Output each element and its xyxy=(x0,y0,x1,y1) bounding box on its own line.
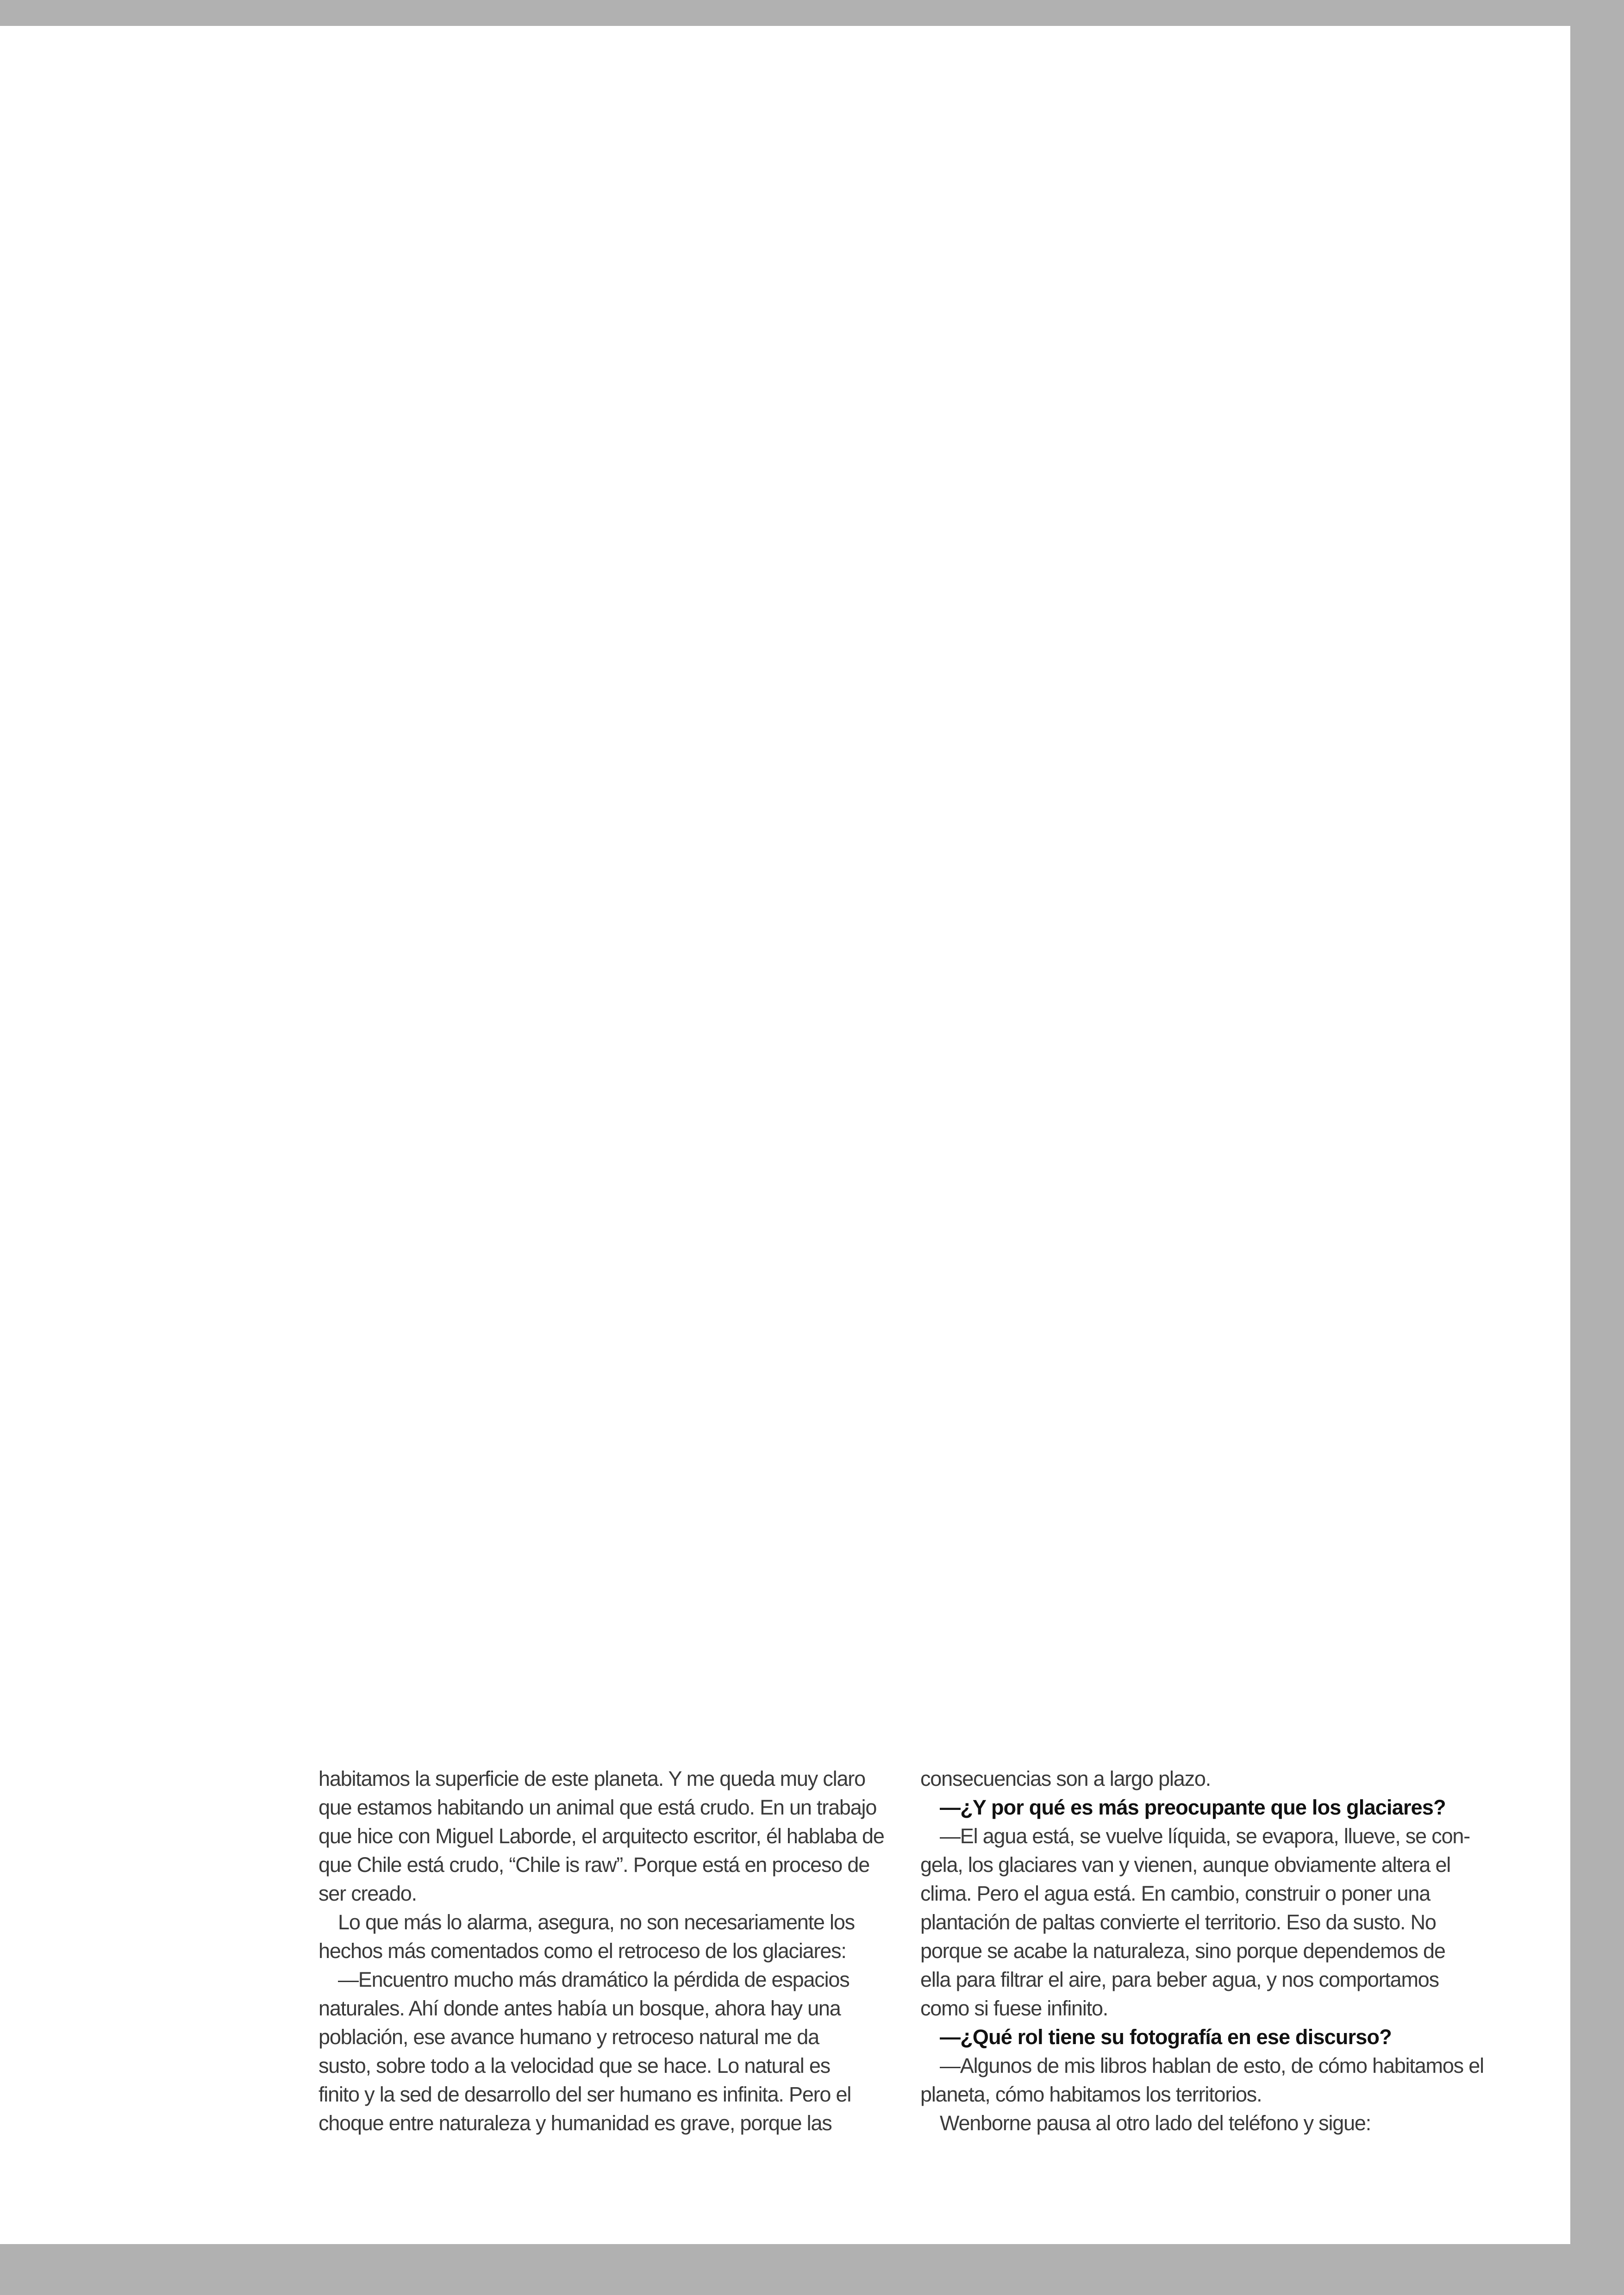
paragraph-line: clima. Pero el agua está. En cambio, construir o poner una xyxy=(920,1882,1430,1905)
paragraph-line: —El agua está, se vuelve líquida, se evapora, llueve, se con- xyxy=(940,1824,1470,1848)
paragraph-line: ella para filtrar el aire, para beber agua, y nos comportamos xyxy=(920,1968,1439,1991)
paragraph-line: población, ese avance humano y retroceso natural me da xyxy=(319,2025,819,2049)
paragraph-line: ser creado. xyxy=(319,1882,417,1905)
paragraph-line: —Encuentro mucho más dramático la pérdida de espacios xyxy=(338,1968,849,1991)
paragraph-line: naturales. Ahí donde antes había un bosque, ahora hay una xyxy=(319,1996,841,2020)
paragraph-line: plantación de paltas convierte el territorio. Eso da susto. No xyxy=(920,1910,1436,1934)
paragraph-line: que Chile está crudo, “Chile is raw”. Porque está en proceso de xyxy=(319,1853,870,1877)
paragraph-line: habitamos la superficie de este planeta. Y me queda muy claro xyxy=(319,1767,865,1790)
paragraph-line: planeta, cómo habitamos los territorios. xyxy=(920,2083,1262,2106)
article-column-right xyxy=(920,1765,1494,2138)
paragraph-line: que estamos habitando un animal que está crudo. En un trabajo xyxy=(319,1796,877,1819)
paragraph-line: Wenborne pausa al otro lado del teléfono y sigue: xyxy=(940,2111,1371,2135)
paragraph-line: —Algunos de mis libros hablan de esto, de cómo habitamos el xyxy=(940,2054,1484,2077)
interview-question-line: —¿Y por qué es más preocupante que los glaciares? xyxy=(940,1796,1446,1819)
paragraph-line: finito y la sed de desarrollo del ser humano es infinita. Pero el xyxy=(319,2083,851,2106)
paragraph-line: susto, sobre todo a la velocidad que se hace. Lo natural es xyxy=(319,2054,830,2077)
paragraph-line: hechos más comentados como el retroceso de los glaciares: xyxy=(319,1939,846,1963)
paragraph-line: choque entre naturaleza y humanidad es grave, porque las xyxy=(319,2111,832,2135)
paragraph-line: que hice con Miguel Laborde, el arquitecto escritor, él hablaba de xyxy=(319,1824,884,1848)
document-page xyxy=(0,26,1570,2244)
paragraph-line: como si fuese infinito. xyxy=(920,1996,1108,2020)
article-column-left xyxy=(319,1765,893,2138)
paragraph-line: porque se acabe la naturaleza, sino porque dependemos de xyxy=(920,1939,1445,1963)
paragraph-line: Lo que más lo alarma, asegura, no son necesariamente los xyxy=(338,1910,855,1934)
paragraph-line: gela, los glaciares van y vienen, aunque obviamente altera el xyxy=(920,1853,1451,1877)
interview-question-line: —¿Qué rol tiene su fotografía en ese discurso? xyxy=(940,2025,1392,2049)
paragraph-line: consecuencias son a largo plazo. xyxy=(920,1767,1211,1790)
